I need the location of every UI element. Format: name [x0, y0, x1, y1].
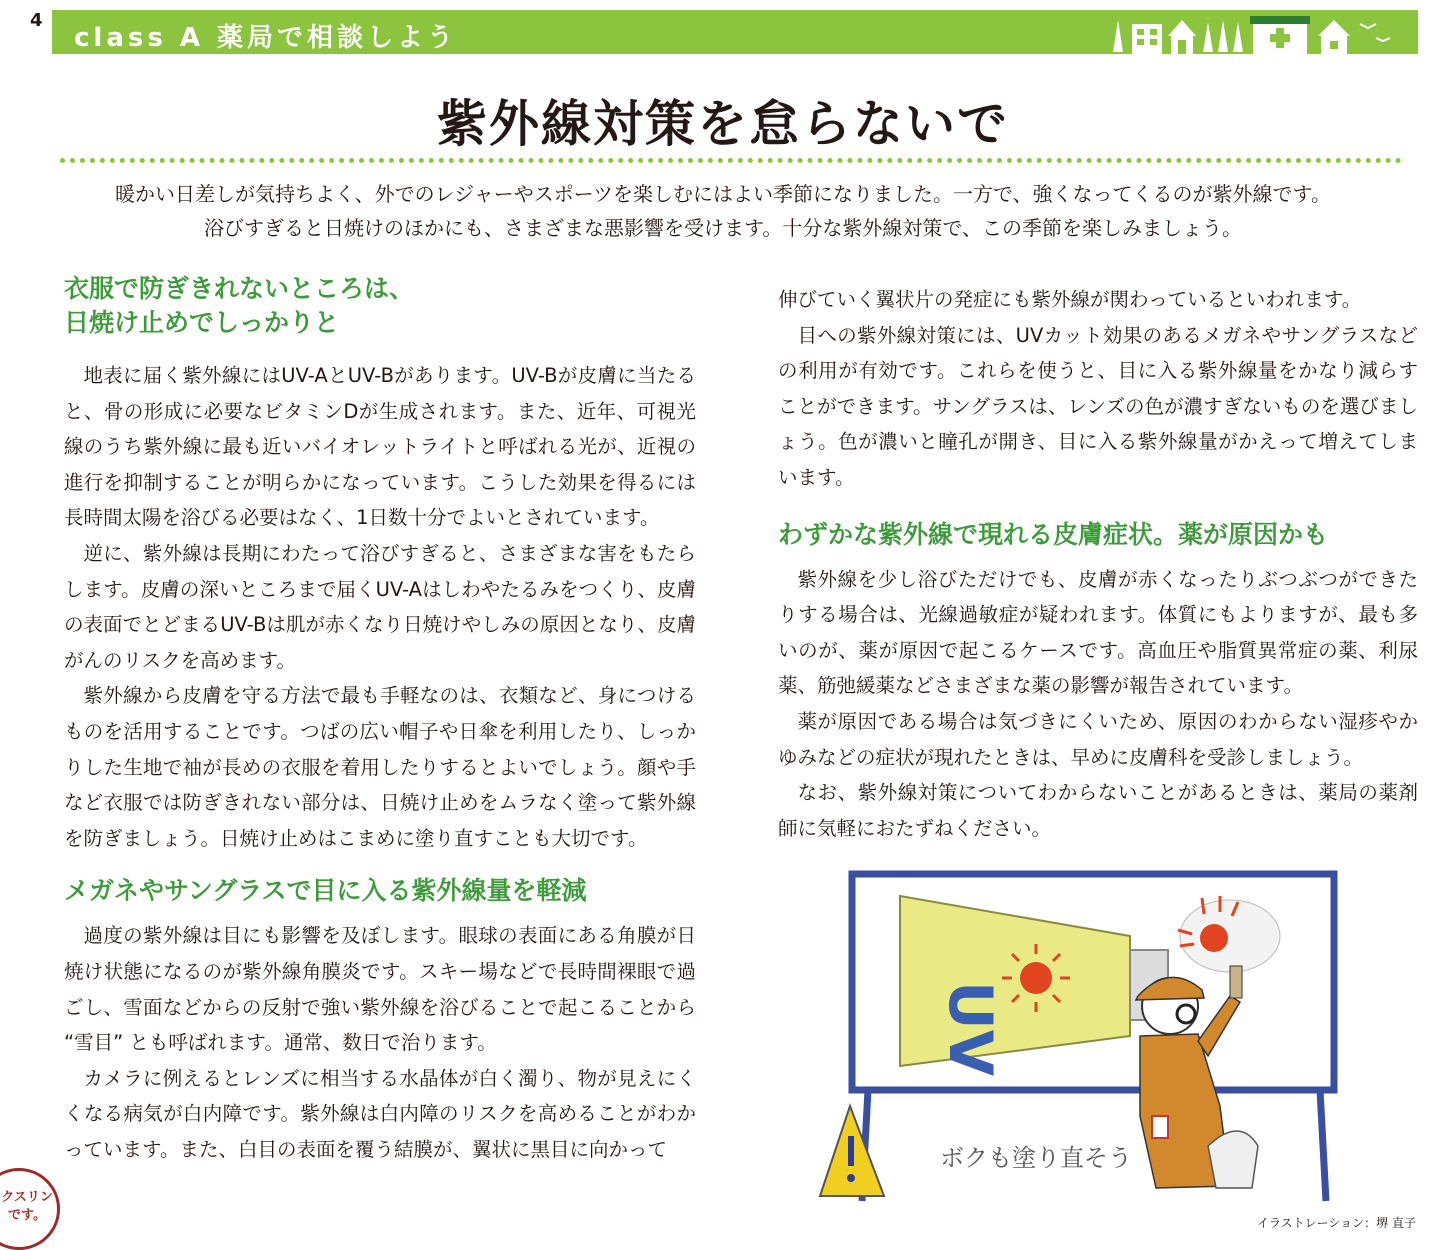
illustration-credit: イラストレーション：堺 直子: [1257, 1216, 1416, 1230]
building-icon: [1132, 24, 1162, 54]
banner-title: class A 薬局で相談しよう: [74, 23, 458, 53]
section-banner: [52, 10, 1418, 54]
body-paragraph: 薬が原因である場合は気づきにくいため、原因のわからない湿疹やかゆみなどの症状が現れたときは、早めに皮膚科を受診しましょう。: [778, 709, 1418, 769]
house-icon: [1168, 20, 1196, 54]
banner-icons: [1110, 12, 1400, 54]
mascot-line: クスリン: [1, 1190, 53, 1205]
section-heading: メガネやサングラスで目に入る紫外線量を軽減: [64, 876, 587, 906]
body-paragraph: 地表に届く紫外線にはUV-AとUV-Bがあります。UV-Bが皮膚に当たると、骨の形成に必要なビタミンDが生成されます。また、近年、可視光線のうち紫外線に最も近いバイオレットライトと呼ばれる光が、近視の進行を抑制することが明らかになっています。こうした効果を得るには長時間太陽を浴びる必要はなく、1日数十分でよいとされています。: [64, 364, 696, 530]
lead-line: 浴びすぎると日焼けのほかにも、さまざまな悪影響を受けます。十分な紫外線対策で、この季節を楽しみましょう。: [204, 216, 1242, 240]
bird-icon: [1360, 24, 1376, 28]
section-heading: [64, 272, 696, 340]
body-paragraph: 過度の紫外線は目にも影響を及ぼします。眼球の表面にある角膜が日焼け状態になるのが紫外線角膜炎です。スキー場などで長時間裸眼で過ごし、雪面などからの反射で強い紫外線を浴びることで起こることから “雪目” とも呼ばれます。通常、数日で治ります。: [64, 924, 696, 1055]
tree-icon: [1113, 20, 1123, 52]
pharmacy-icon: [1250, 16, 1310, 54]
right-column: [778, 282, 1418, 846]
heading-line: 日焼け止めでしっかりと: [64, 308, 340, 337]
house-icon: [1318, 20, 1350, 54]
mascot-line: です。: [8, 1208, 46, 1223]
heading-line: 衣服で防ぎきれないところは、: [64, 274, 415, 303]
section-heading: わずかな紫外線で現れる皮膚症状。薬が原因かも: [778, 519, 1329, 549]
body-paragraph: 逆に、紫外線は長期にわたって浴びすぎると、さまざまな害をもたらします。皮膚の深いところまで届くUV-Aはしわやたるみをつくり、皮膚の表面でとどまるUV-Bは肌が赤くなり日焼けやしみの原因となり、皮膚がんのリスクを高めます。: [64, 541, 696, 672]
dotted-divider: [60, 158, 1402, 163]
tube-label: UV: [935, 981, 1005, 1077]
body-paragraph: 伸びていく翼状片の発症にも紫外線が関わっているといわれます。: [778, 288, 1362, 311]
bird-icon: [1376, 38, 1390, 41]
mascot-speech-bubble: [0, 1168, 60, 1250]
exclamation-icon: [820, 1106, 884, 1196]
tree-icon: [1233, 22, 1243, 52]
lead-text: [0, 177, 1446, 245]
body-paragraph: 紫外線から皮膚を守る方法で最も手軽なのは、衣類など、身につけるものを活用することです。つばの広い帽子や日傘を利用したり、しっかりした生地で袖が長めの衣服を着用したりするとよいでしょう。顔や手など衣服では防ぎきれない部分は、日焼け止めをムラなく塗って紫外線を防ぎましょう。日焼け止めはこまめに塗り直すことも大切です。: [64, 684, 696, 850]
body-paragraph: 目への紫外線対策には、UVカット効果のあるメガネやサングラスなどの利用が有効です。これらを使うと、目に入る紫外線量をかなり減らすことができます。サングラスは、レンズの色が濃すぎないものを選びましょう。色が濃いと瞳孔が開き、目に入る紫外線量がかえって増えてしまいます。: [778, 323, 1418, 489]
lead-line: 暖かい日差しが気持ちよく、外でのレジャーやスポーツを楽しむにはよい季節になりました。一方で、強くなってくるのが紫外線です。: [115, 182, 1331, 206]
illustration-caption: ボクも塗り直そう: [940, 1144, 1132, 1172]
tree-icon: [1203, 22, 1213, 52]
page-title: 紫外線対策を怠らないで: [437, 95, 1009, 153]
body-paragraph: なお、紫外線対策についてわからないことがあるときは、薬局の薬剤師に気軽におたずねください。: [778, 781, 1418, 840]
body-paragraph: 紫外線を少し浴びただけでも、皮膚が赤くなったりぶつぶつができたりする場合は、光線過敏症が疑われます。体質にもよりますが、最も多いのが、薬が原因で起こるケースです。高血圧や脂質異常症の薬、利尿薬、筋弛緩薬などさまざまな薬の影響が報告されています。: [778, 567, 1418, 698]
body-paragraph: カメラに例えるとレンズに相当する水晶体が白く濁り、物が見えにくくなる病気が白内障です。紫外線は白内障のリスクを高めることがわかっています。また、白目の表面を覆う結膜が、翼状に黒目に向かって: [64, 1066, 696, 1161]
left-column: [64, 272, 696, 1167]
tree-icon: [1218, 20, 1228, 52]
illustration: [800, 866, 1360, 1211]
page-number: 4: [30, 10, 43, 31]
